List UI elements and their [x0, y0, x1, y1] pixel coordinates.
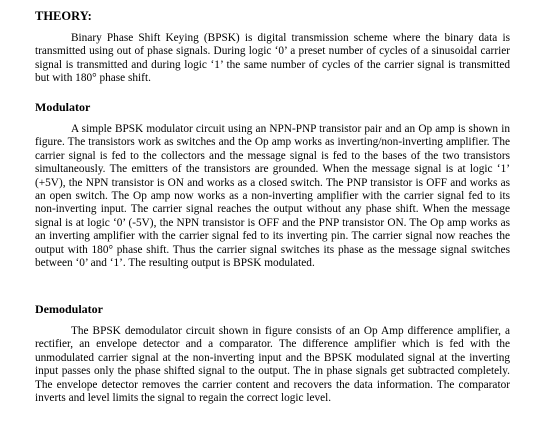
theory-heading: THEORY: [35, 9, 92, 23]
demodulator-heading: Demodulator [35, 302, 103, 316]
modulator-heading: Modulator [35, 100, 91, 114]
modulator-paragraph: A simple BPSK modulator circuit using an NPN-PNP transistor pair and an Op amp is shown in figure. The transistors work as switches and the Op amp works as inverting/non-inverting amplifier. The carrier signal is fed to the collectors and the message signal is fed to the bases of the two transistors simultaneously. The emitters of the transistors are grounded. When the message signal is at logic ‘1’ (+5V), the NPN transistor is ON and works as a closed switch. The PNP transistor is OFF and works as an open switch. The Op amp now works as a non-inverting amplifier with the carrier signal fed to its non-inverting input. The carrier signal reaches the output without any phase shift. When the message signal is at logic ‘0’ (-5V), the NPN transistor is OFF and the PNP transistor ON. The Op amp works as an inverting amplifier with the carrier signal fed to its inverting pin. The carrier signal now reaches the output with 180° phase shift. Thus the carrier signal switches its phase as the message signal switches between ‘0’ and ‘1’. The resulting output is BPSK modulated. [35, 123, 510, 270]
theory-paragraph: Binary Phase Shift Keying (BPSK) is digital transmission scheme where the binary data is transmitted using out of phase signals. During logic ‘0’ a preset number of cycles of a sinusoidal carrier signal is transmitted and during logic ‘1’ the same number of cycles of the carrier signal is transmitted but with 180° phase shift. [35, 32, 510, 85]
demodulator-paragraph: The BPSK demodulator circuit shown in figure consists of an Op Amp difference amplifier, a rectifier, an envelope detector and a comparator. The difference amplifier which is fed with the unmodulated carrier signal at the non-inverting input and the BPSK modulated signal at the inverting input passes only the phase shifted signal to the output. The in phase signals get subtracted completely. The envelope detector removes the carrier content and recovers the data information. The comparator inverts and level limits the signal to regain the correct logic level. [35, 325, 510, 405]
